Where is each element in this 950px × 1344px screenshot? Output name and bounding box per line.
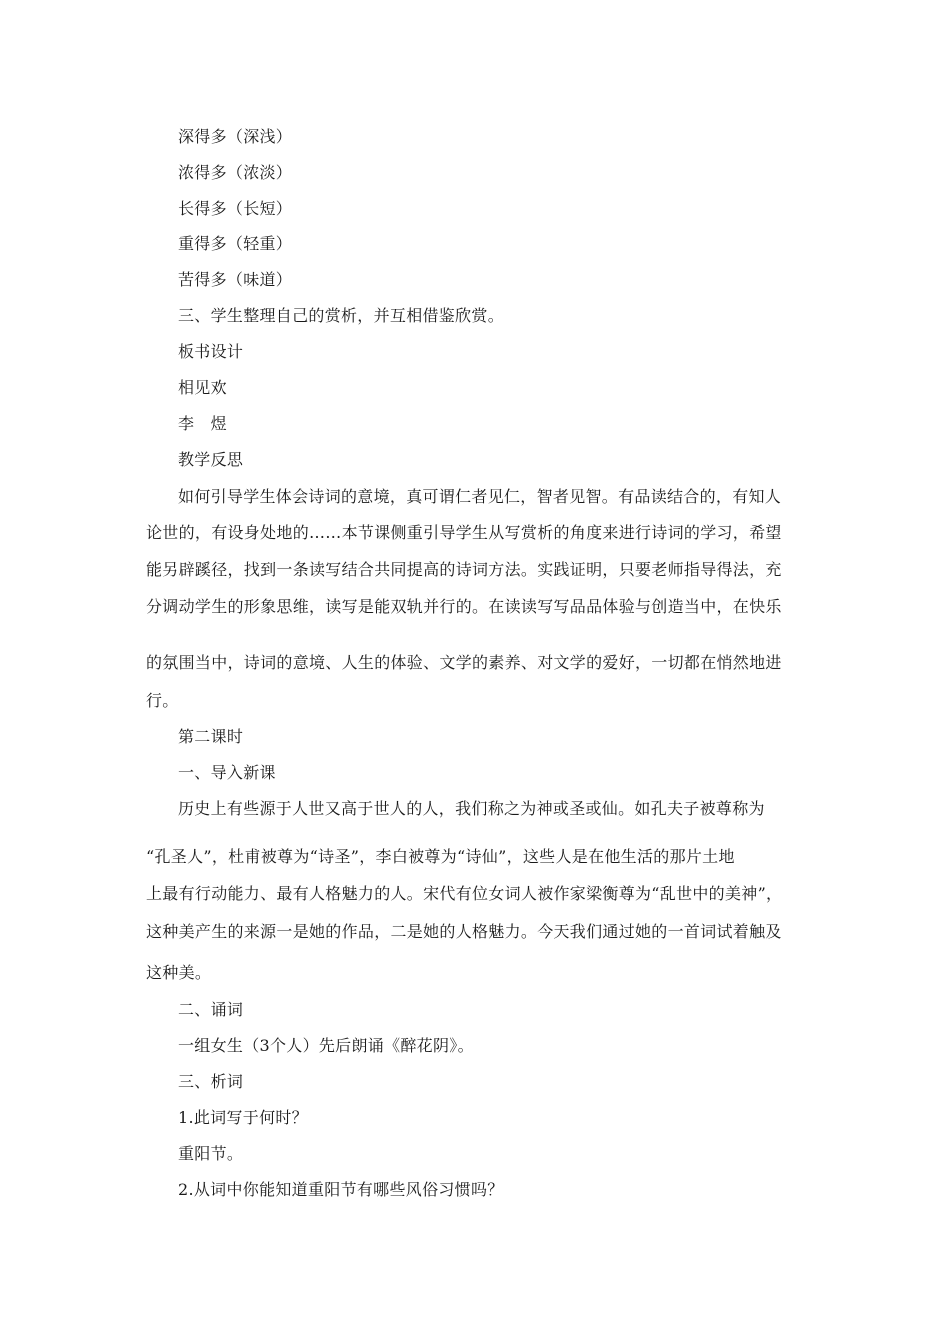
- paragraph-line: 如何引导学生体会诗词的意境，真可谓仁者见仁，智者见智。有品读结合的，有知人: [178, 487, 782, 506]
- paragraph-line: 论世的，有设身处地的……本节课侧重引导学生从写赏析的角度来进行诗词的学习，希望: [146, 523, 782, 542]
- section-heading: 二、诵词: [178, 1000, 244, 1019]
- section-heading: 三、析词: [178, 1072, 244, 1091]
- text-line: 长得多（长短）: [178, 199, 293, 218]
- paragraph-line: 历史上有些源于人世又高于世人的人，我们称之为神或圣或仙。如孔夫子被尊称为: [178, 799, 765, 818]
- section-heading: 板书设计: [178, 342, 244, 361]
- text-line: 李 煜: [178, 414, 227, 433]
- text-line: 深得多（深浅）: [178, 127, 293, 146]
- text-line: 重得多（轻重）: [178, 234, 293, 253]
- section-heading: 一、导入新课: [178, 763, 276, 782]
- question-line: 2.从词中你能知道重阳节有哪些风俗习惯吗？: [178, 1180, 504, 1199]
- paragraph-line: “孔圣人”，杜甫被尊为“诗圣”，李白被尊为“诗仙”，这些人是在他生活的那片土地: [146, 847, 735, 866]
- text-line: 一组女生（3个人）先后朗诵《醉花阴》。: [178, 1036, 474, 1055]
- paragraph-line: 这种美。: [146, 963, 212, 982]
- paragraph-line: 能另辟蹊径，找到一条读写结合共同提高的诗词方法。实践证明，只要老师指导得法，充: [146, 560, 782, 579]
- paragraph-line: 分调动学生的形象思维，读写是能双轨并行的。在读读写写品品体验与创造当中，在快乐: [146, 597, 782, 616]
- paragraph-line: 这种美产生的来源一是她的作品，二是她的人格魅力。今天我们通过她的一首词试着触及: [146, 922, 782, 941]
- section-heading: 教学反思: [178, 450, 244, 469]
- text-line: 浓得多（浓淡）: [178, 163, 293, 182]
- paragraph-line: 行。: [146, 691, 179, 710]
- text-line: 相见欢: [178, 378, 227, 397]
- text-line: 苦得多（味道）: [178, 270, 293, 289]
- question-line: 1.此词写于何时？: [178, 1108, 308, 1127]
- answer-line: 重阳节。: [178, 1144, 244, 1163]
- section-heading: 三、学生整理自己的赏析，并互相借鉴欣赏。: [178, 306, 505, 325]
- paragraph-line: 上最有行动能力、最有人格魅力的人。宋代有位女词人被作家梁衡尊为“乱世中的美神”，: [146, 884, 783, 903]
- paragraph-line: 的氛围当中，诗词的意境、人生的体验、文学的素养、对文学的爱好，一切都在悄然地进: [146, 653, 782, 672]
- section-heading: 第二课时: [178, 727, 244, 746]
